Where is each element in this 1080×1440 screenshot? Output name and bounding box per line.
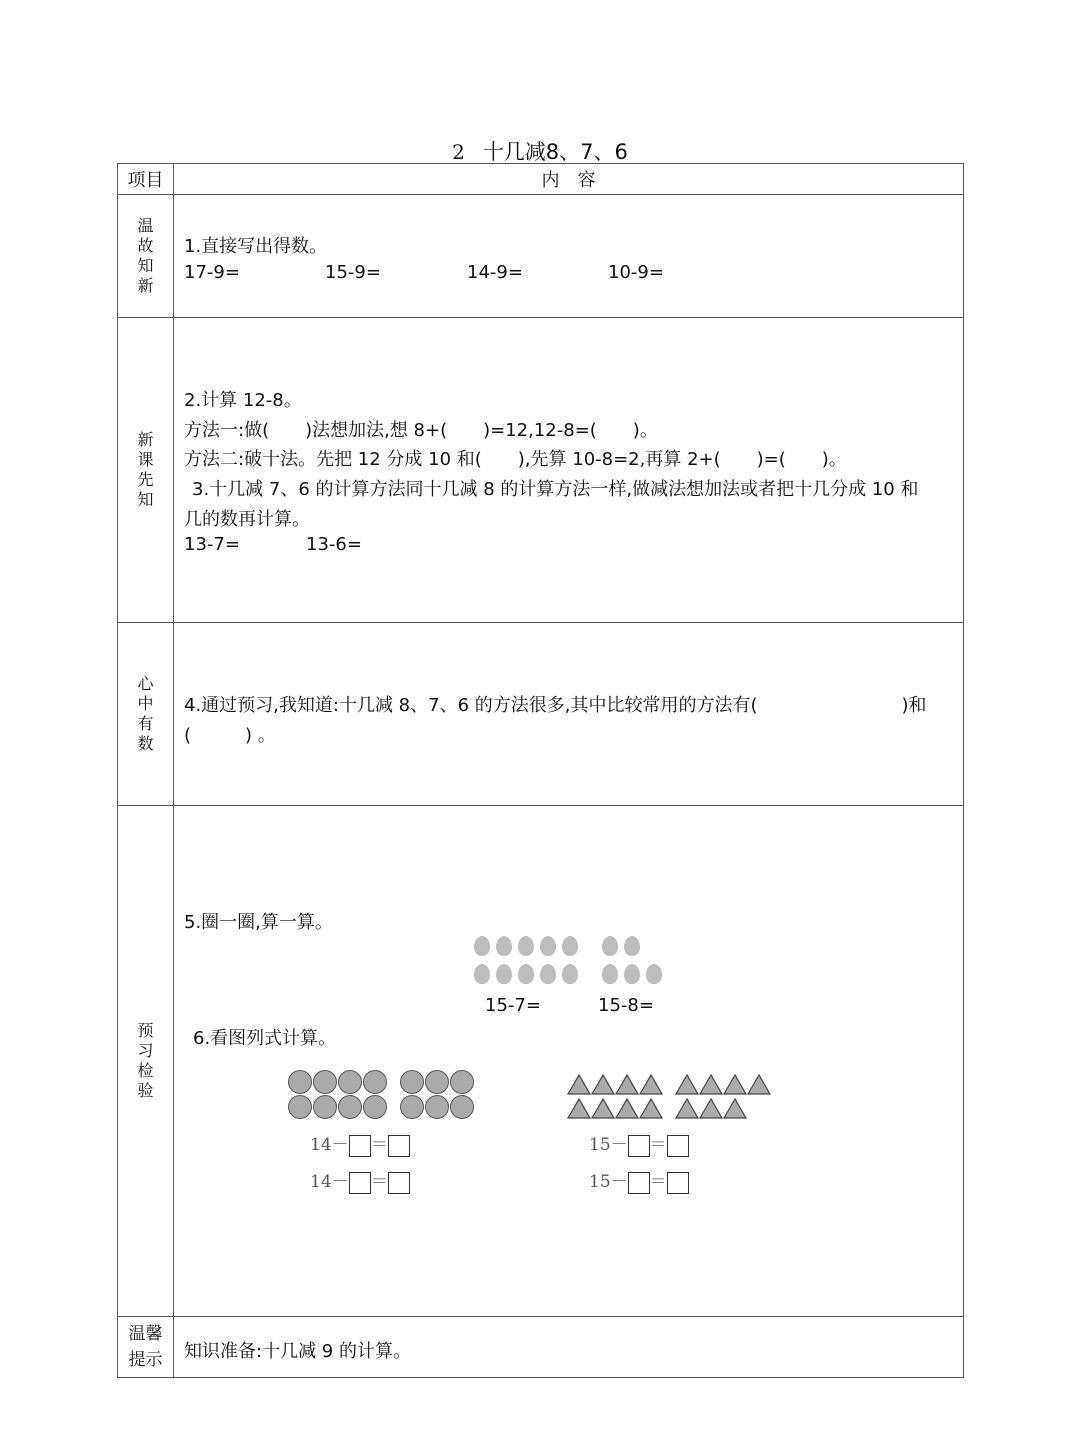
content-preview-check: [174, 806, 964, 1317]
question-6: 6.看图列式计算。: [193, 1028, 337, 1049]
equation-right-2: 15－ ＝: [589, 1167, 689, 1194]
content-tips: [174, 1317, 964, 1378]
expr: 17-9=: [184, 262, 240, 283]
question-2: 2.计算 12-8。: [184, 390, 302, 411]
question-1: 1.直接写出得数。: [184, 236, 328, 257]
row-new-lesson: [118, 318, 964, 623]
lesson-title: 十几减8、7、6: [482, 140, 628, 164]
header-content: 内 容: [174, 164, 964, 195]
table-header-row: [118, 164, 964, 195]
expr: 13-7=: [184, 534, 240, 555]
content-review: [174, 195, 964, 318]
triangles-figure: [566, 1072, 786, 1122]
question-5: 5.圈一圈,算一算。: [184, 912, 333, 933]
answer-box[interactable]: [349, 1135, 371, 1157]
question-3-cont: 几的数再计算。: [184, 509, 310, 530]
answer-box[interactable]: [388, 1135, 410, 1157]
answer-box[interactable]: [628, 1172, 650, 1194]
row-tips: [118, 1317, 964, 1378]
page-title: [0, 136, 1080, 166]
method-1: 方法一:做( )法想加法,想 8+( )=12,12-8=( )。: [184, 420, 658, 441]
equation-left-1: 14－ ＝: [310, 1130, 410, 1157]
expr: 15-7=: [485, 995, 541, 1016]
method-2: 方法二:破十法。先把 12 分成 10 和( ),先算 10-8=2,再算 2+( )=( )。: [184, 449, 847, 470]
label-review: 温 故 知 新: [118, 195, 174, 318]
answer-box[interactable]: [667, 1135, 689, 1157]
lesson-number: 2: [452, 140, 465, 164]
content-new-lesson: [174, 318, 964, 623]
row-understanding: [118, 623, 964, 806]
expr: 14-9=: [467, 262, 523, 283]
question-3: 3.十几减 7、6 的计算方法同十几减 8 的计算方法一样,做减法想加法或者把十几分成 10 和: [192, 479, 919, 500]
expr: 15-8=: [598, 995, 654, 1016]
expr: 13-6=: [306, 534, 362, 555]
expr: 15-9=: [325, 262, 381, 283]
answer-box[interactable]: [349, 1172, 371, 1194]
label-new-lesson: 新 课 先 知: [118, 318, 174, 623]
tips-text: 知识准备:十几减 9 的计算。: [184, 1341, 411, 1362]
label-understanding: 心 中 有 数: [118, 623, 174, 806]
label-preview-check: 预 习 检 验: [118, 806, 174, 1317]
header-item: 项目: [118, 164, 174, 195]
label-tips: 温馨 提示: [118, 1317, 174, 1378]
question-4-cont: ( ) 。: [184, 725, 276, 746]
content-understanding: [174, 623, 964, 806]
equation-right-1: 15－ ＝: [589, 1130, 689, 1157]
equation-left-2: 14－ ＝: [310, 1167, 410, 1194]
expr: 10-9=: [608, 262, 664, 283]
answer-box[interactable]: [388, 1172, 410, 1194]
answer-box[interactable]: [628, 1135, 650, 1157]
answer-box[interactable]: [667, 1172, 689, 1194]
row-review: [118, 195, 964, 318]
worksheet-table: [117, 163, 964, 1378]
row-preview-check: [118, 806, 964, 1317]
question-4: 4.通过预习,我知道:十几减 8、7、6 的方法很多,其中比较常用的方法有( )和: [184, 695, 927, 716]
